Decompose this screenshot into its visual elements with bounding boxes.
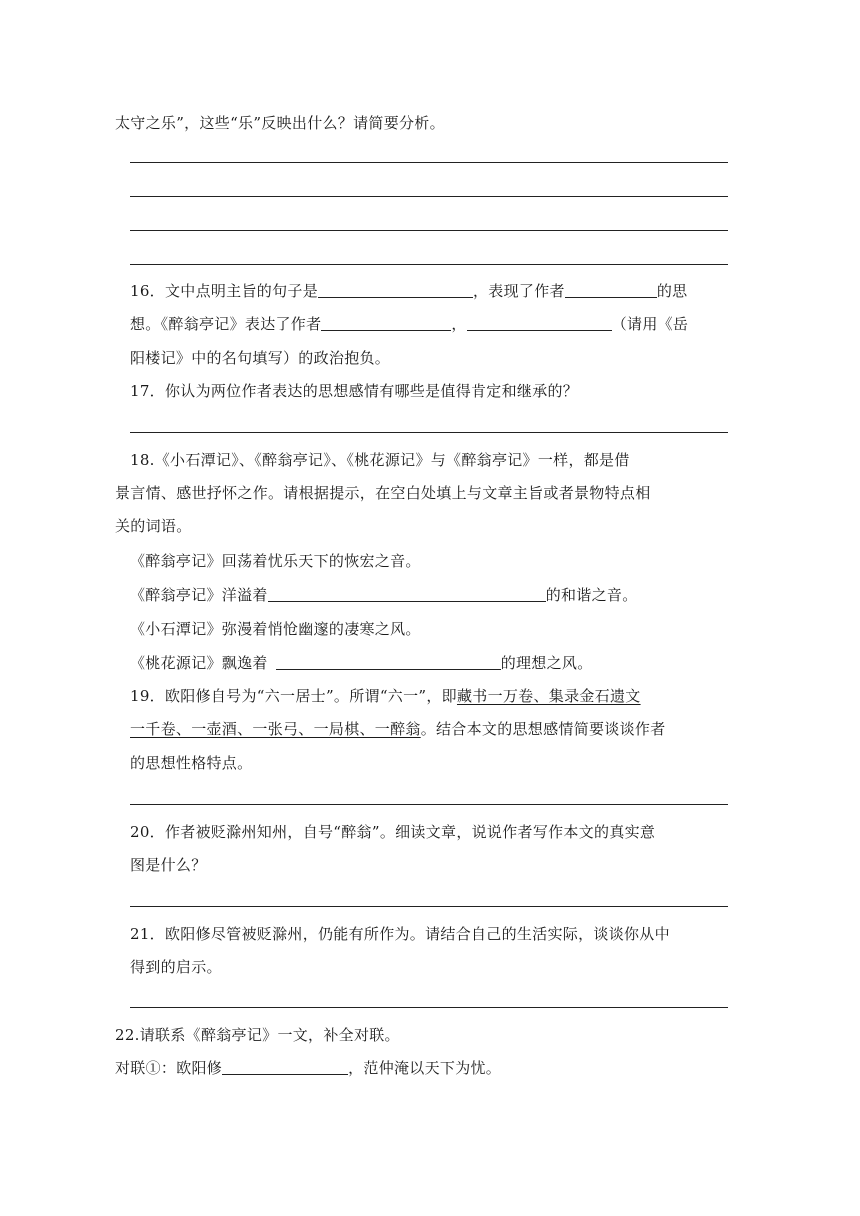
- q22-line-2: 对联①：欧阳修 ，范仲淹以天下为忧。: [115, 1059, 502, 1077]
- answer-line[interactable]: [130, 162, 728, 163]
- fill-blank[interactable]: [321, 314, 451, 331]
- fill-blank[interactable]: [318, 281, 473, 298]
- q20-line-1: 20．作者被贬滁州知州，自号“醉翁”。细读文章，说说作者写作本文的真实意: [130, 823, 656, 841]
- q19-line-2: 一千卷、一壶酒、一张弓、一局棋、一醉翁。结合本文的思想感情简要谈谈作者: [130, 720, 666, 738]
- q22-line-1: 22.请联系《醉翁亭记》一文，补全对联。: [115, 1026, 400, 1044]
- q16-line-2: 想。《醉翁亭记》表达了作者 ， （请用《岳: [130, 315, 689, 333]
- q16-line-1: 16．文中点明主旨的句子是 ，表现了作者 的思: [130, 282, 688, 300]
- fill-blank[interactable]: [222, 1058, 348, 1075]
- q19-line-3: 的思想性格特点。: [130, 754, 253, 772]
- q20-line-2: 图是什么？: [130, 856, 207, 874]
- fill-blank[interactable]: [276, 653, 501, 670]
- answer-line[interactable]: [130, 804, 728, 805]
- fill-blank[interactable]: [467, 314, 612, 331]
- answer-line[interactable]: [130, 264, 728, 265]
- answer-line[interactable]: [130, 1007, 728, 1008]
- q15-text: 太守之乐”，这些“乐”反映出什么？请简要分析。: [115, 114, 445, 132]
- answer-line[interactable]: [130, 432, 728, 433]
- q18-sentence-2: 《醉翁亭记》洋溢着 的和谐之音。: [130, 586, 638, 604]
- answer-line[interactable]: [130, 906, 728, 907]
- q18-line-3: 关的词语。: [115, 517, 192, 535]
- fill-blank[interactable]: [565, 281, 657, 298]
- q21-line-1: 21．欧阳修尽管被贬滁州，仍能有所作为。请结合自己的生活实际，谈谈你从中: [130, 925, 670, 943]
- q18-sentence-1: 《醉翁亭记》回荡着忧乐天下的恢宏之音。: [130, 552, 421, 570]
- answer-line[interactable]: [130, 230, 728, 231]
- q18-line-1: 18.《小石潭记》、《醉翁亭记》、《桃花源记》与《醉翁亭记》一样，都是借: [130, 451, 630, 469]
- q19-line-1: 19．欧阳修自号为“六一居士”。所谓“六一”，即藏书一万卷、集录金石遗文: [130, 687, 641, 705]
- fill-blank[interactable]: [268, 585, 546, 602]
- q17-text: 17．你认为两位作者表达的思想感情有哪些是值得肯定和继承的？: [130, 382, 579, 400]
- q21-line-2: 得到的启示。: [130, 958, 222, 976]
- q16-line-3: 阳楼记》中的名句填写）的政治抱负。: [130, 349, 391, 367]
- q18-line-2: 景言情、感世抒怀之作。请根据提示，在空白处填上与文章主旨或者景物特点相: [115, 484, 651, 502]
- answer-line[interactable]: [130, 196, 728, 197]
- q18-sentence-4: 《桃花源记》飘逸着 的理想之风。: [130, 654, 593, 672]
- q18-sentence-3: 《小石潭记》弥漫着悄怆幽邃的凄寒之风。: [130, 620, 421, 638]
